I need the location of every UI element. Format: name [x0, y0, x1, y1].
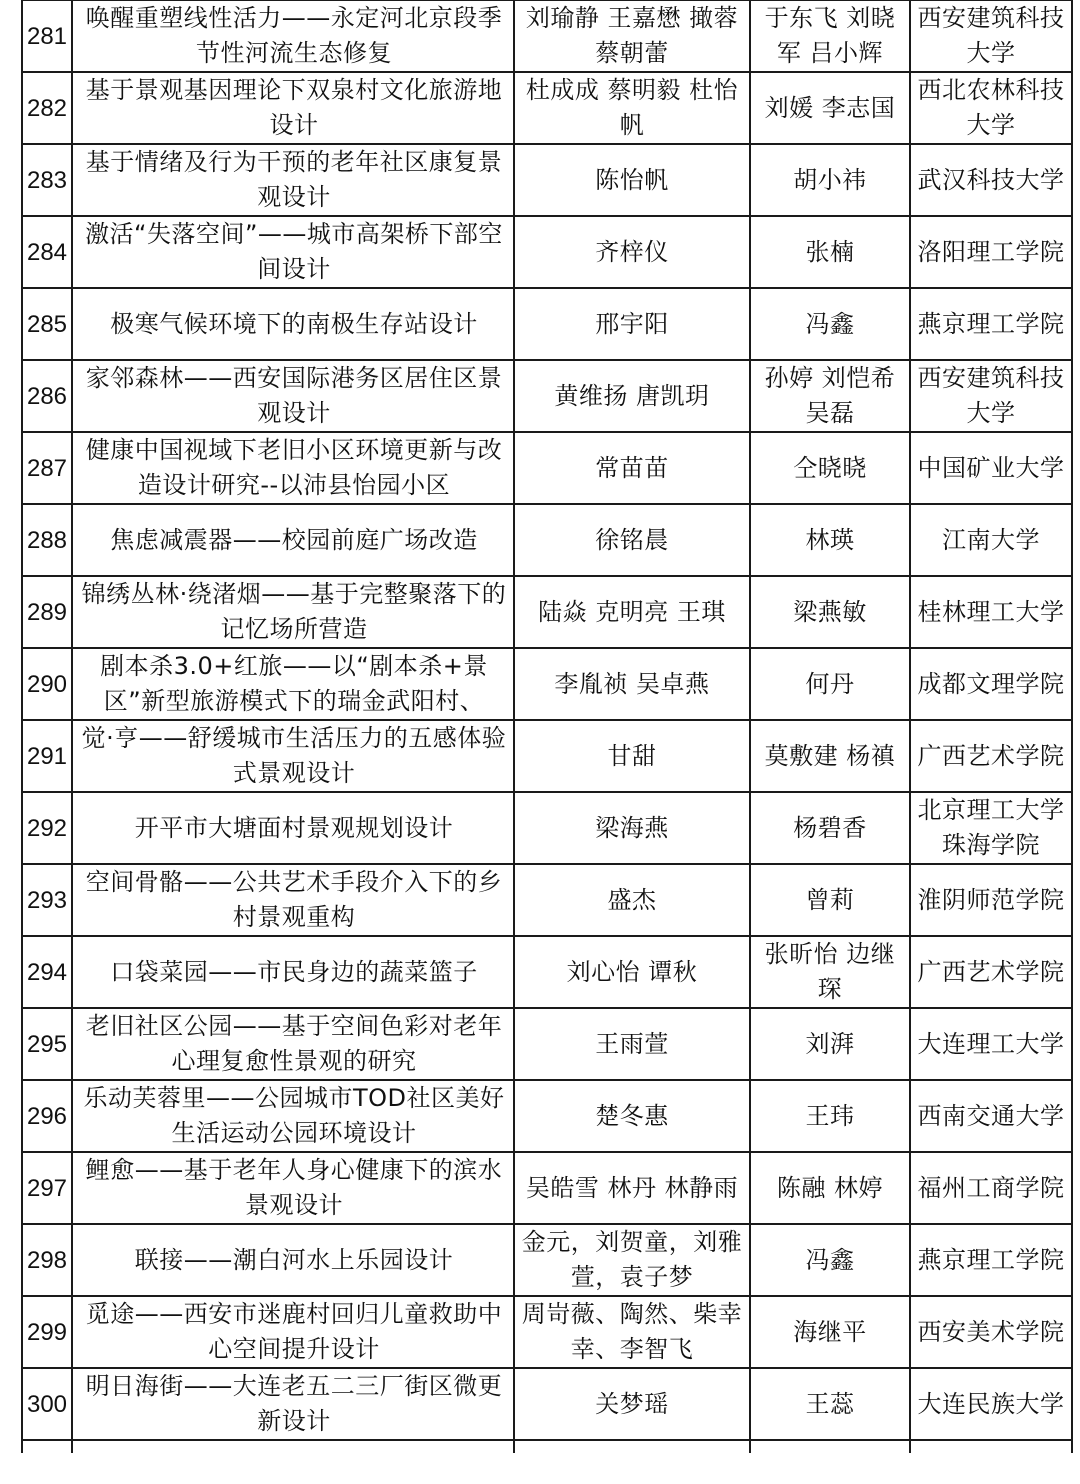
school: 西安建筑科技大学 [910, 0, 1072, 72]
award-table-body [22, 0, 1072, 1453]
table-row [22, 1008, 1072, 1080]
table-row [22, 576, 1072, 648]
school: 江南大学 [910, 504, 1072, 576]
entry-number: 282 [22, 72, 72, 144]
advisors: 刘媛 李志国 [750, 72, 910, 144]
entry-number: 289 [22, 576, 72, 648]
table-row [22, 864, 1072, 936]
student-authors: 吴皓雪 林丹 林静雨 [514, 1152, 750, 1224]
entry-number: 281 [22, 0, 72, 72]
project-title: 觉·亨——舒缓城市生活压力的五感体验式景观设计 [72, 720, 514, 792]
table-row [22, 1368, 1072, 1440]
project-title: 觅途——西安市迷鹿村回归儿童救助中心空间提升设计 [72, 1296, 514, 1368]
entry-number: 294 [22, 936, 72, 1008]
school: 西南交通大学 [910, 1080, 1072, 1152]
school: 成都文理学院 [910, 648, 1072, 720]
table-row [22, 144, 1072, 216]
project-title: 乐动芙蓉里——公园城市TOD社区美好生活运动公园环境设计 [72, 1080, 514, 1152]
table-row [22, 360, 1072, 432]
advisors: 孙婷 刘恺希 吴磊 [750, 360, 910, 432]
advisors: 于东飞 刘晓军 吕小辉 [750, 0, 910, 72]
advisors: 何丹 [750, 648, 910, 720]
student-authors: 周岢薇、陶然、柴幸幸、李智飞 [514, 1296, 750, 1368]
table-row [22, 1224, 1072, 1296]
advisors: 梁燕敏 [750, 576, 910, 648]
table-cell [22, 1440, 72, 1453]
table-row-next-cut-off [22, 1440, 1072, 1453]
entry-number: 300 [22, 1368, 72, 1440]
advisors: 林瑛 [750, 504, 910, 576]
school: 燕京理工学院 [910, 1224, 1072, 1296]
table-row [22, 1296, 1072, 1368]
project-title: 家邻森林——西安国际港务区居住区景观设计 [72, 360, 514, 432]
project-title: 健康中国视域下老旧小区环境更新与改造设计研究--以沛县怡园小区 [72, 432, 514, 504]
advisors: 冯鑫 [750, 288, 910, 360]
entry-number: 285 [22, 288, 72, 360]
table-cell [514, 1440, 750, 1453]
student-authors: 齐梓仪 [514, 216, 750, 288]
school: 福州工商学院 [910, 1152, 1072, 1224]
advisors: 张楠 [750, 216, 910, 288]
advisors: 王玮 [750, 1080, 910, 1152]
project-title: 开平市大塘面村景观规划设计 [72, 792, 514, 864]
student-authors: 李胤祯 吴卓燕 [514, 648, 750, 720]
entry-number: 292 [22, 792, 72, 864]
school: 大连民族大学 [910, 1368, 1072, 1440]
student-authors: 金元，刘贺童，刘雅萱，袁子梦 [514, 1224, 750, 1296]
project-title: 老旧社区公园——基于空间色彩对老年心理复愈性景观的研究 [72, 1008, 514, 1080]
table-cell [750, 1440, 910, 1453]
student-authors: 梁海燕 [514, 792, 750, 864]
project-title: 鲤愈——基于老年人身心健康下的滨水景观设计 [72, 1152, 514, 1224]
award-table [21, 0, 1073, 1453]
student-authors: 邢宇阳 [514, 288, 750, 360]
table-row [22, 1152, 1072, 1224]
project-title: 基于景观基因理论下双泉村文化旅游地设计 [72, 72, 514, 144]
advisors: 仝晓晓 [750, 432, 910, 504]
school: 洛阳理工学院 [910, 216, 1072, 288]
school: 大连理工大学 [910, 1008, 1072, 1080]
student-authors: 关梦瑶 [514, 1368, 750, 1440]
entry-number: 286 [22, 360, 72, 432]
student-authors: 刘瑜静 王嘉懋 撖蓉 蔡朝蕾 [514, 0, 750, 72]
entry-number: 288 [22, 504, 72, 576]
student-authors: 常苗苗 [514, 432, 750, 504]
project-title: 唤醒重塑线性活力——永定河北京段季节性河流生态修复 [72, 0, 514, 72]
school: 广西艺术学院 [910, 936, 1072, 1008]
project-title: 激活“失落空间”——城市高架桥下部空间设计 [72, 216, 514, 288]
entry-number: 299 [22, 1296, 72, 1368]
entry-number: 290 [22, 648, 72, 720]
advisors: 王蕊 [750, 1368, 910, 1440]
student-authors: 王雨萱 [514, 1008, 750, 1080]
entry-number: 295 [22, 1008, 72, 1080]
entry-number: 287 [22, 432, 72, 504]
school: 桂林理工大学 [910, 576, 1072, 648]
advisors: 陈融 林婷 [750, 1152, 910, 1224]
table-cell [72, 1440, 514, 1453]
table-cell [910, 1440, 1072, 1453]
student-authors: 陈怡帆 [514, 144, 750, 216]
advisors: 曾莉 [750, 864, 910, 936]
advisors: 冯鑫 [750, 1224, 910, 1296]
advisors: 刘湃 [750, 1008, 910, 1080]
entry-number: 291 [22, 720, 72, 792]
student-authors: 黄维扬 唐凯玥 [514, 360, 750, 432]
table-row [22, 792, 1072, 864]
table-row [22, 216, 1072, 288]
student-authors: 楚冬惠 [514, 1080, 750, 1152]
entry-number: 293 [22, 864, 72, 936]
advisors: 胡小祎 [750, 144, 910, 216]
project-title: 锦绣丛林·绕渚烟——基于完整聚落下的记忆场所营造 [72, 576, 514, 648]
advisors: 张昕怡 边继琛 [750, 936, 910, 1008]
school: 西北农林科技大学 [910, 72, 1072, 144]
project-title: 极寒气候环境下的南极生存站设计 [72, 288, 514, 360]
project-title: 口袋菜园——市民身边的蔬菜篮子 [72, 936, 514, 1008]
project-title: 焦虑减震器——校园前庭广场改造 [72, 504, 514, 576]
table-row [22, 0, 1072, 72]
table-row [22, 504, 1072, 576]
student-authors: 甘甜 [514, 720, 750, 792]
school: 西安建筑科技大学 [910, 360, 1072, 432]
school: 中国矿业大学 [910, 432, 1072, 504]
table-row [22, 288, 1072, 360]
student-authors: 陆焱 克明亮 王琪 [514, 576, 750, 648]
entry-number: 296 [22, 1080, 72, 1152]
project-title: 空间骨骼——公共艺术手段介入下的乡村景观重构 [72, 864, 514, 936]
table-row [22, 1080, 1072, 1152]
advisors: 莫敷建 杨禛 [750, 720, 910, 792]
student-authors: 刘心怡 谭秋 [514, 936, 750, 1008]
student-authors: 徐铭晨 [514, 504, 750, 576]
school: 北京理工大学珠海学院 [910, 792, 1072, 864]
entry-number: 297 [22, 1152, 72, 1224]
project-title: 联接——潮白河水上乐园设计 [72, 1224, 514, 1296]
table-row [22, 720, 1072, 792]
project-title: 基于情绪及行为干预的老年社区康复景观设计 [72, 144, 514, 216]
table-row [22, 936, 1072, 1008]
advisors: 杨碧香 [750, 792, 910, 864]
project-title: 明日海街——大连老五二三厂街区微更新设计 [72, 1368, 514, 1440]
entry-number: 284 [22, 216, 72, 288]
school: 燕京理工学院 [910, 288, 1072, 360]
project-title: 剧本杀3.0+红旅——以“剧本杀+景区”新型旅游模式下的瑞金武阳村、 [72, 648, 514, 720]
advisors: 海继平 [750, 1296, 910, 1368]
table-row [22, 432, 1072, 504]
student-authors: 盛杰 [514, 864, 750, 936]
table-row [22, 72, 1072, 144]
school: 广西艺术学院 [910, 720, 1072, 792]
student-authors: 杜成成 蔡明毅 杜怡帆 [514, 72, 750, 144]
school: 武汉科技大学 [910, 144, 1072, 216]
entry-number: 298 [22, 1224, 72, 1296]
school: 西安美术学院 [910, 1296, 1072, 1368]
entry-number: 283 [22, 144, 72, 216]
school: 淮阴师范学院 [910, 864, 1072, 936]
table-row [22, 648, 1072, 720]
